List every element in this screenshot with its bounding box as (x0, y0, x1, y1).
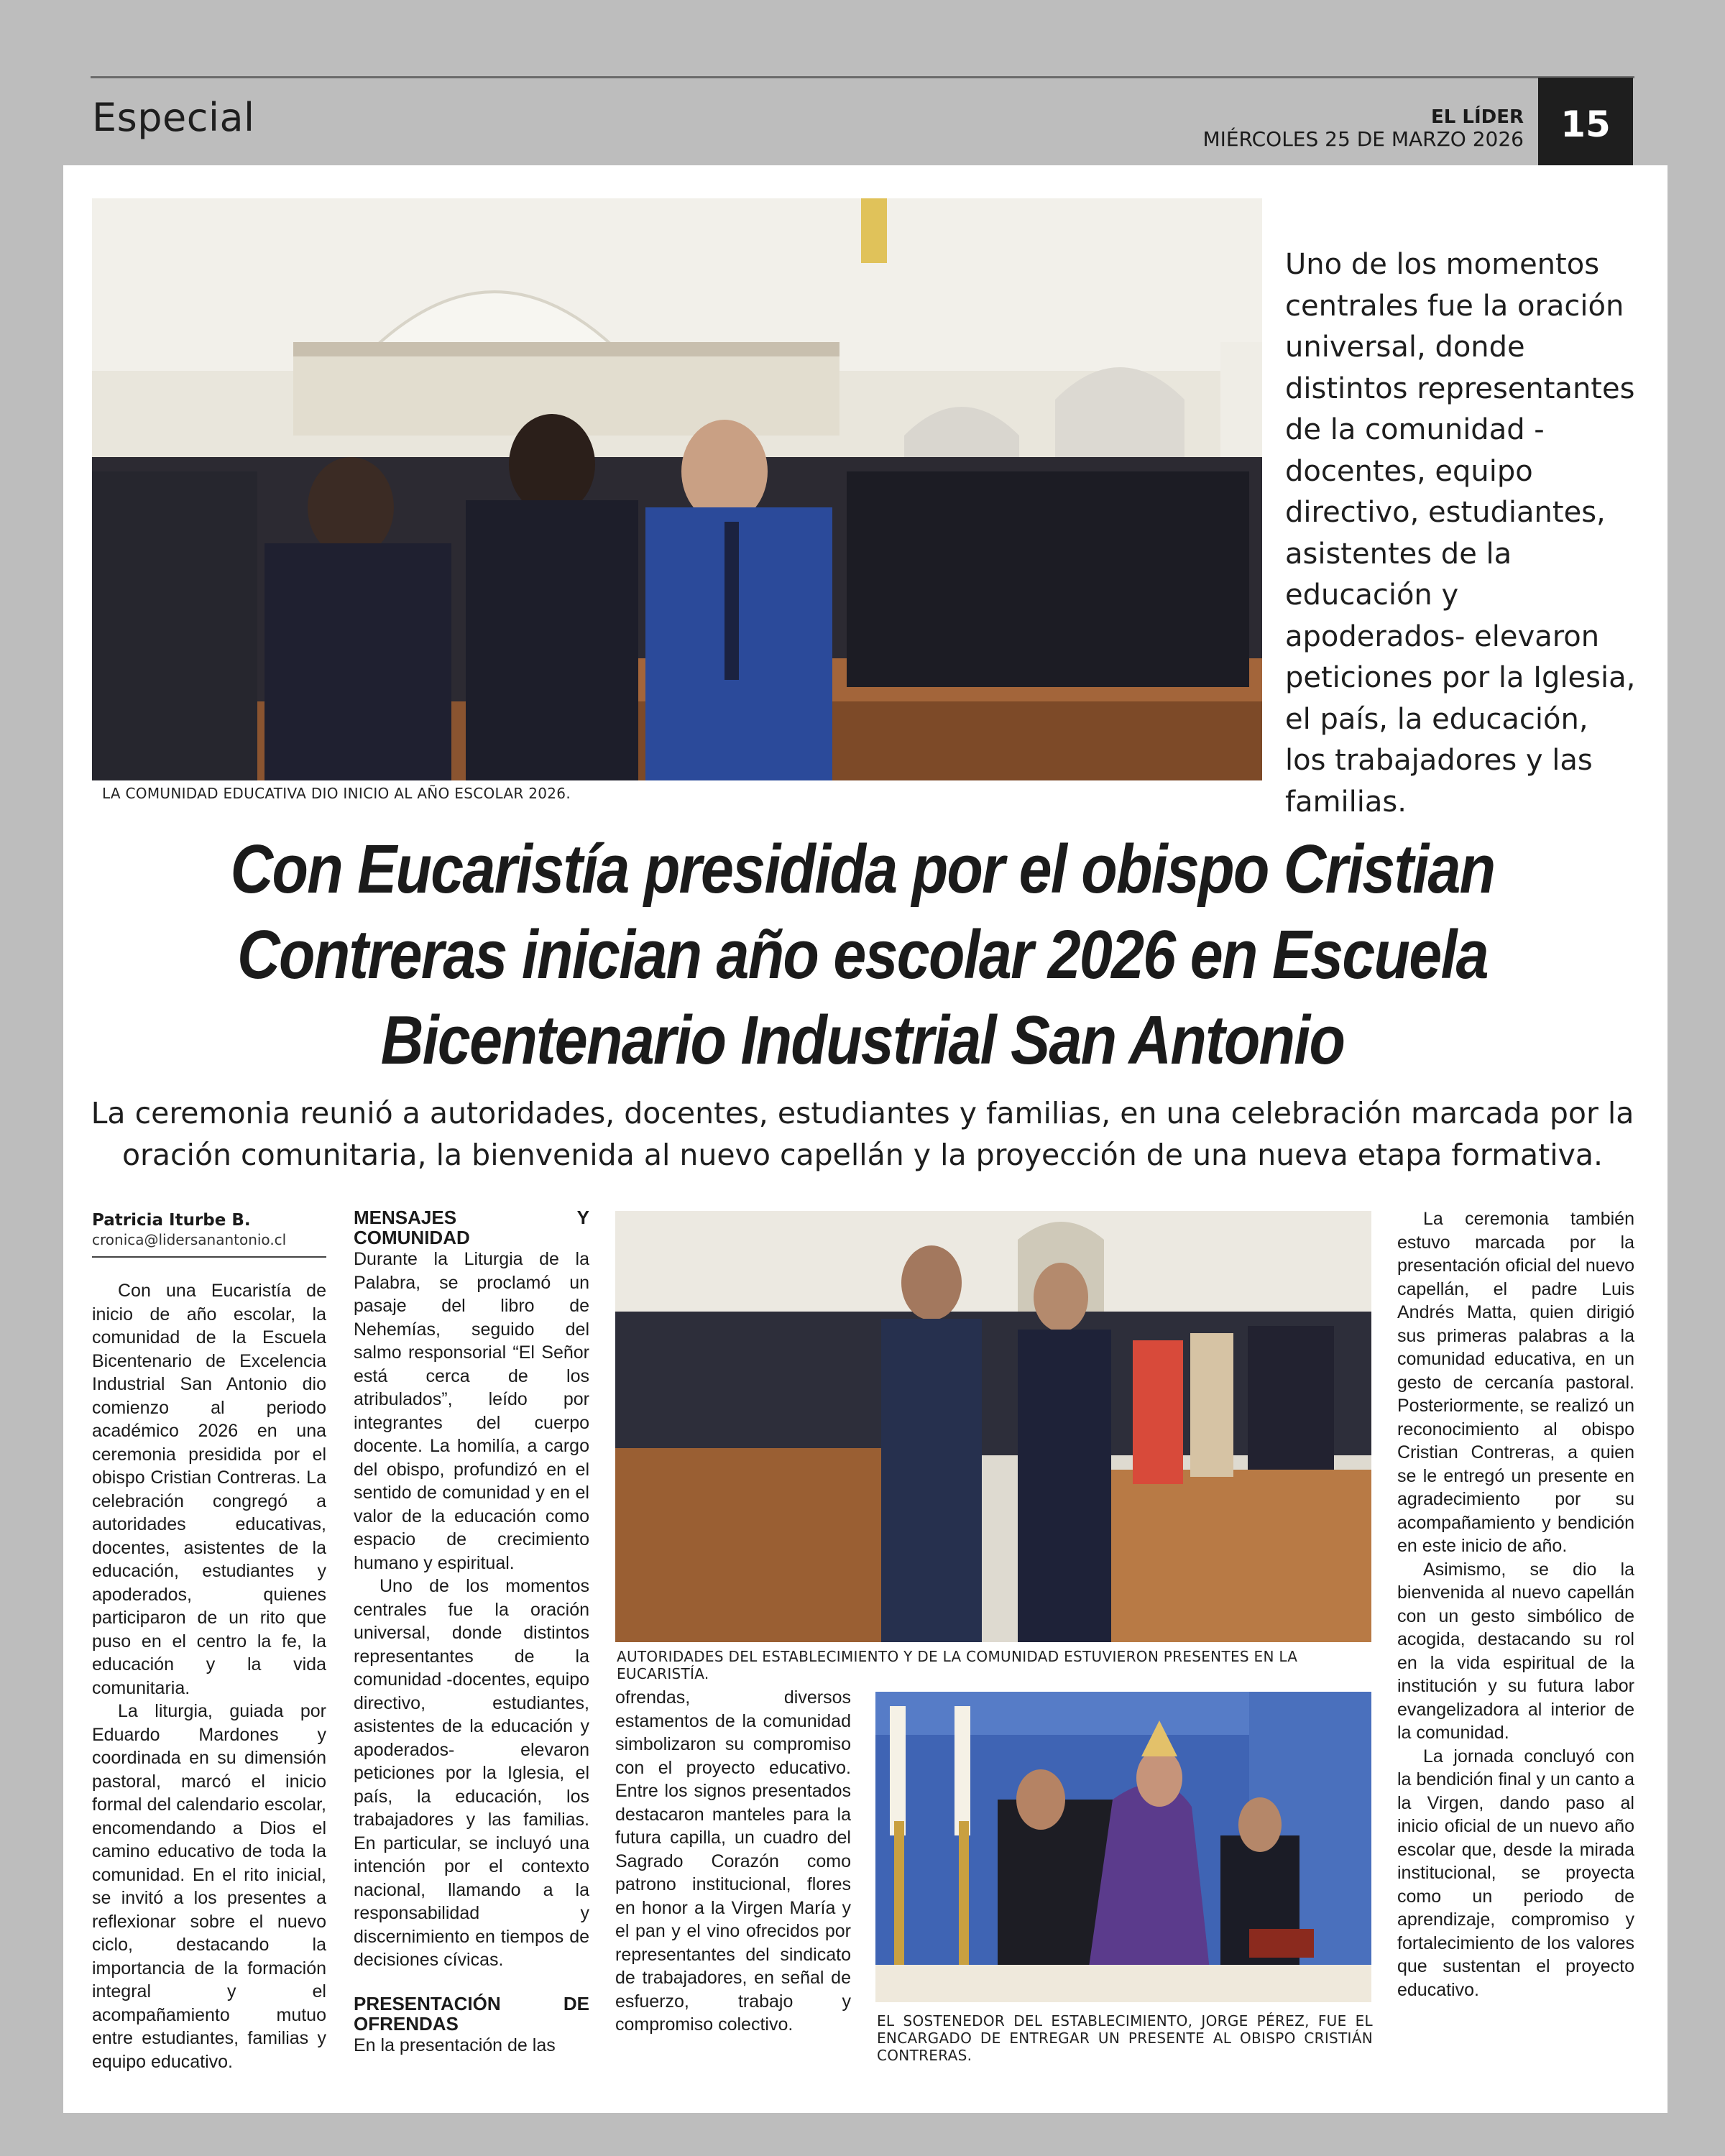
byline (92, 1210, 329, 1249)
deck: La ceremonia reunió a autoridades, docentes, estudiantes y familias, en una celebración marcada por la oración comunitaria, la bienvenida al nuevo capellán y la proyección de una nueva etapa formativa. (91, 1096, 1634, 1172)
column-4 (1397, 1207, 1634, 2001)
page-number: 15 (1538, 78, 1633, 171)
paragraph: ofrendas, diversos estamentos de la comunidad simbolizaron su compromiso con el proyecto educativo. Entre los signos presentados destacaron manteles para la futura capilla, un cuadro del Sagrado Corazón como patrono institucional, flores en honor a la Virgen María y el pan y el vino ofrecidos por representantes del sindicato de trabajadores, en señal de esfuerzo, trabajo y compromiso colectivo. (615, 1687, 851, 2035)
paragraph: La liturgia, guiada por Eduardo Mardones y coordinada en su dimensión pastoral, marcó el inicio formal del calendario escolar, encomendando a Dios el camino educativo de toda la comunidad. En el rito inicial, se invitó a los presentes a reflexionar sobre el nuevo ciclo, destacando la importancia de la formación integral y el acompañamiento mutuo entre estudiantes, familias y equipo educativo. (92, 1701, 326, 2072)
subhead-mensajes: MENSAJES Y COMUNIDAD (354, 1207, 589, 1248)
paragraph: Durante la Liturgia de la Palabra, se proclamó un pasaje del libro de Nehemías, seguido del salmo responsorial “El Señor está cerca de los atribulados”, leído por integrantes del cuerpo docente. La homilía, a cargo del obispo, profundizó en el sentido de comunidad y en el valor de la educación como espacio de crecimiento humano y espiritual. (354, 1249, 589, 1573)
issue-date: MIÉRCOLES 25 DE MARZO 2026 (1202, 127, 1524, 151)
byline-rule (92, 1256, 326, 1258)
subhead-ofrendas: PRESENTACIÓN DE OFRENDAS (354, 1992, 589, 2035)
column-3 (615, 1686, 851, 2037)
paragraph: La jornada concluyó con la bendición final y un canto a la Virgen, dando paso al inicio oficial de un nuevo año escolar que, desde la mirada institucional, se proyecta como un periodo de aprendizaje, compromiso y fortalecimiento de los valores que sustentan el proyecto educativo. (1397, 1746, 1634, 2000)
paragraph: Con una Eucaristía de inicio de año escolar, la comunidad de la Escuela Bicentenario de Excelencia Industrial San Antonio dio comienzo al periodo académico 2026 en una ceremonia presidida por el obispo Cristian Contreras. La celebración congregó a autoridades educativas, docentes, asistentes de la educación, estudiantes y apoderados, quienes participaron de un rito que puso en el centro la fe, la educación y la vida comunitaria. (92, 1281, 326, 1698)
caption-middle-photo: AUTORIDADES DEL ESTABLECIMIENTO Y DE LA COMUNIDAD ESTUVIERON PRESENTES EN LA EUCARISTÍA. (617, 1648, 1298, 1682)
paragraph: Uno de los momentos centrales fue la oración universal, donde distintos representantes de la comunidad -docentes, equipo directivo, estudiantes, asistentes de la educación y apoderados- elevaron peticiones por la Iglesia, el país, la educación, los trabajadores y las familias. En particular, se incluyó una intención por el contexto nacional, llamando a la responsabilidad y discernimiento en tiempos de decisiones cívicas. (354, 1576, 590, 1970)
caption-bottom-photo: EL SOSTENEDOR DEL ESTABLECIMIENTO, JORGE PÉREZ, FUE EL ENCARGADO DE ENTREGAR UN PRESENTE AL OBISPO CRISTIÁN CONTRERAS. (877, 2012, 1373, 2064)
masthead (1202, 106, 1524, 151)
paragraph: La ceremonia también estuvo marcada por la presentación oficial del nuevo capellán, el padre Luis Andrés Matta, quien dirigió sus primeras palabras a la comunidad educativa, en un gesto de cercanía pastoral. Posteriormente, se realizó un reconocimiento al obispo Cristian Contreras, a quien se le entregó un presente en agradecimiento por su acompañamiento y bendición en este inicio de año. (1397, 1209, 1634, 1556)
publication-name: EL LÍDER (1431, 106, 1524, 128)
author-name: Patricia Iturbe B. (92, 1211, 251, 1230)
column-2 (354, 1207, 589, 2057)
section-label: Especial (92, 95, 255, 140)
caption-top-photo: LA COMUNIDAD EDUCATIVA DIO INICIO AL AÑO ESCOLAR 2026. (102, 785, 571, 802)
headline: Con Eucaristía presidida por el obispo Cristian Contreras inician año escolar 2026 en Escuela Bicentenario Industrial San Antonio (230, 831, 1495, 1079)
top-rule (91, 76, 1634, 78)
photo-students-mass (92, 198, 1262, 780)
column-1 (92, 1279, 326, 2073)
author-email: cronica@lidersanantonio.cl (92, 1231, 287, 1248)
paragraph: En la presentación de las (354, 2035, 556, 2055)
paragraph: Asimismo, se dio la bienvenida al nuevo capellán con un gesto simbólico de acogida, destacando su rol en la vida espiritual de la institución y su futura labor evangelizadora al interior de la comunidad. (1397, 1559, 1634, 1743)
photo-authorities (615, 1211, 1371, 1642)
pull-quote: Uno de los momentos centrales fue la oración universal, donde distintos representantes de la comunidad -docentes, equipo directivo, estudiantes, asistentes de la educación y apoderados- elevaron peticiones por la Iglesia, el país, la educación, los trabajadores y las familias. (1285, 248, 1636, 819)
photo-bishop-gift (875, 1692, 1371, 2002)
